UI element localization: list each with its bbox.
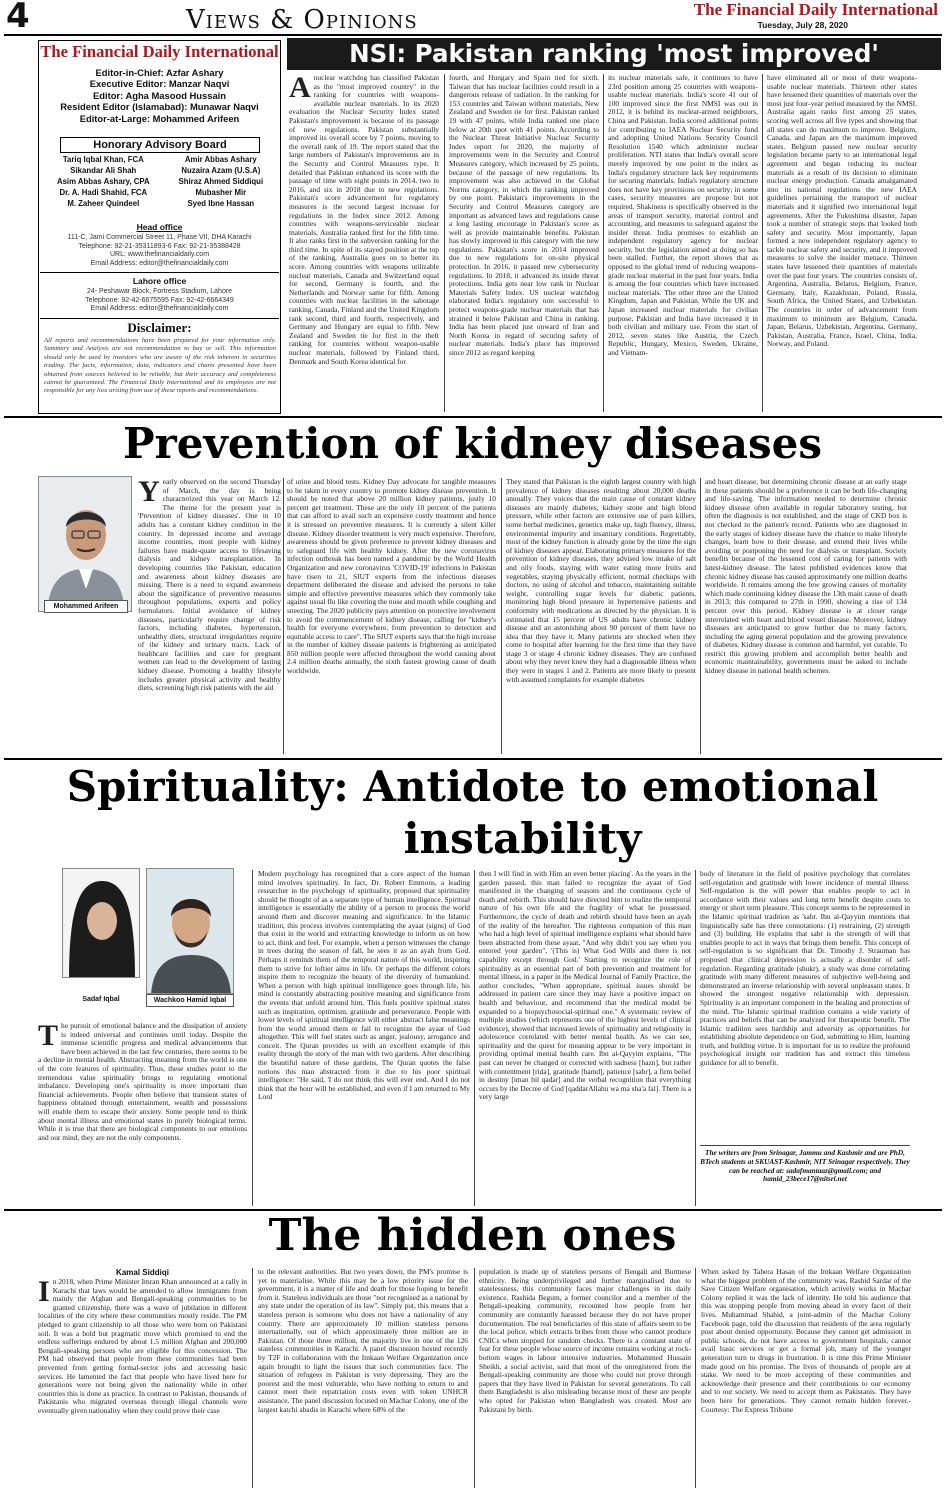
kidney-headline: Prevention of kidney diseases — [123, 419, 822, 468]
nsi-column-1 — [289, 74, 439, 412]
board-member: Shiraz Ahmed Siddiqui — [178, 177, 264, 186]
header-rule — [4, 34, 942, 36]
hidden-text: n 2018, when Prime Minister Imran Khan announced at a rally in Karachi that laws would be amended to allow immigrants from mainly the Afghan and Bengali-speaking communities to be granted citizenship, there was a wave of jubilation in different localities of the city where these communities mostly reside. The PM pledged to grant citizenship to all those who were born on Pakistani soil. It was a bold but pragmatic move which promised to end the endless sufferings endured by about 1.5 million Afghan and 200,000 Bengali-speaking persons who are eligible for this concession. The PM had observed that people from these communities had been prevented from getting formal-sector jobs and accessing basic services. He lamented the fact that people who have lived here for generations were not being given the nationality while in other countries this is done as practice. In contrast to Pakistan, thousands of Pakistanis who migrated overseas through illegal channels were eventually given nationality when they could prove their case — [38, 1278, 247, 1415]
masthead-name: The Financial Daily International — [693, 0, 938, 19]
author-caption: Sadaf Iqbal — [62, 994, 140, 1007]
advisory-board — [42, 154, 277, 209]
office-line: Telephone: 92-42-6675595 Fax: 92-42-6664349 — [85, 296, 234, 304]
office-line: 24- Peshawar Block, Fortress Stadium, Lahore — [86, 288, 233, 295]
advisory-board-title: Honorary Advisory Board — [60, 137, 260, 153]
lahore-office-title: Lahore office — [132, 276, 187, 286]
kidney-column-2: of urine and blood tests. Kidney Day advocate for tangible measures to be taken in every country to promote kidney disease prevention. It should be noted that above 20 million kidney patients, justly 10 percent get treatment. These are the only 10 percent of the patients that can afford to avail such an expensive costly treatment and hence it is stressed on preventive measures. It is currently a silent killer disease. Kidney disorder treatment is very much expensive. Therefore, awareness should be given preference to prevent kidney diseases and to safeguard life with healthy kidney. After the new coronavirus infection outbreak has been named a pandemic by the World Health Organization and new coronavirus 'COVID-19' infections in Pakistan have risen to 21, SIUT experts from the infectious diseases department deliberated the disease and advised the persons to take simple and effective preventive measures which they commonly take against usual flu like covering the nose and mouth while coughing and sneezing. The 2020 publicity pays attention on protective involvement to avoid the commencement of kidney disease, calling for "kidney's health for everyone everywhere, from prevention to detection and equitable access to care". The SIUT experts says that the high increase in the number of kidney disease patients is frightening as anticipated 850 million people were affected throughout the world causing about 2.4 million deaths annually, the sixth fastest growing cause of death worldwide. — [287, 478, 496, 676]
issue-date: Tuesday, July 28, 2020 — [757, 20, 848, 30]
hidden-column-4: When asked by Tahera Hasan of the Imkaan Welfare Organization what the biggest problem of the community was, Rashid Sardar of the Save Citizen Welfare organisation, which actively works in Machar Colony replied it was the lack of identity. He told his audience that this was stopping people from moving ahead in every facet of their lives. Muhammad Shahid, a joint-admin of the Machar Colony Facebook page, told the discussion that residents of the area regularly post about denied opportunity. Because they cannot get admission in public schools, do not have access to government hospitals, cannot avail basic services or get a formal job, many of the younger generation turn to drugs in frustration. It is time this Prime Minister made good on his promise. The lives of thousands of people are at stake. We need to be more accepting of these communities and acknowledge their presence and their contributions to our economy and to our society. We need to accept them as Pakistanis. They have been here for generations. They cannot remain hidden forever.-Courtesy: The Express Tribune — [701, 1268, 911, 1414]
spirituality-column-3: then I will find in with Him an even better placing'. As the years in the garden passed, this man failed to recognize the ayaat of God manifested in the changing of seasons and the continuous cycle of death and rebirth. This should have directed him to realize the temporal nature of his own life and the fragility of what he possessed. Furthermore, the cycle of death and rebirth should have been an ayah of the reality of the hereafter. The righteous companion of this man who had a high level of spiritual intelligence explains what should have been abstracted from these ayaat, "And why didn't you say when you entered your garden", '(This is) What God Wills and there is not capability except through God.' Starting to recognize the role of spirituality as an essential part of both prevention and treatment for mental illness, in a paper in the Medical Journal of Family Practice, the author concludes, "When appropriate, spiritual issues should be addressed in patient care since they may have a positive impact on health and behaviour, and recommend that the medical model be expanded to a biopsychosocial-spiritual one." A systematic review of multiple studies (which represents one of the highest levels of clinical evidence), showed that increased levels of spirituality and religiosity in adolescence correlated with better mental health. As we can see, spirituality and the quest for meaning appear to be very important in providing optimal mental health care. Ibn al-Qayyim explains, "The past can never be changed or corrected with sadness [hazn], but rather with contentment [rida], gratitude [hamd], patience [sabr], a firm belief in destiny [iman bil qadar] and the verbal recognition that everything occurs by the Decree of God [qaddarAllahu wa ma sha'a fal]. There is a very large — [479, 870, 691, 1102]
drop-cap: I — [38, 1278, 50, 1308]
editorial-staff — [40, 67, 279, 124]
kidney-column-4: and heart disease, but determining chronic disease at an early stage in these patients should be a preference it can be both life-changing and life-saving. The information needed to determine chronic kidney disease often available in regular laboratory testing, but often the diagnosis is not established, and the stage of CKD box is not checked in the patient's record. Patients who are diagnosed in the early stages of kidney disease have the chance to make lifestyle changes, learn how to their disease, and extend their lives while avoiding or postponing the need for dialysis or transplant. Society benefits because of the lessened cost of caring for patients with latest-kidney disease. The latest published evidences know that chronic kidney disease has caused approximately one million deaths worldwide. It remains among the few growing causes of mortality which made continuing kidney disease the 13th main cause of death in 2013; this compared to 27th in 1990, showing a rise of 134 percent over this period. Kidney disease is at closer range interrelated with heart and blood vessel disease. Moreover, kidney diseases are anticipated to grow further due to many factors, including the aging general population and the growing prevalence of diabetes. Kidney disease is common and harmful, yet curable. To restrict this growing problem and accomplish better health and economic maintainability, governments must be asked to include kidney disease in national health schemes. — [705, 478, 907, 676]
hidden-author: Kamal Siddiqi — [116, 1268, 169, 1277]
author-caption: Mohammed Arifeen — [44, 600, 128, 613]
column-rule — [474, 870, 475, 1206]
board-member: Amir Abbas Ashary — [184, 155, 257, 164]
hidden-column-3: population is made up of stateless persons of Bengali and Burmese ethnicity. Being underprivileged and further marginalised due to statelessness, this community faces major challenges in its daily existence. Rashida Begum, a former councilor and a member of the Bengali-speaking community, recounted how people from her community are constantly harassed because they do not have proper documentation. The real beneficiaries of this state of affairs seem to be the local police, which extracts bribes from those who cannot produce CNICs when stopped for random checks. There is a constant state of fear for these people whose source of income remains working at rock-bottom wages in labour intensive industries. Mohammed Hussain Sheikh, a social activist, said that most of the unregistered from the Bengali-speaking community are those who could not prove through papers that they have lived in Pakistan for several generations. To call them Bangladeshi is also misleading because most of these are people who opted for Pakistan when Bangladesh was created. Most are Pakistani by birth. — [479, 1268, 691, 1414]
column-rule — [603, 74, 604, 412]
staff-line: Editor-at-Large: Mohammed Arifeen — [79, 112, 240, 124]
section-rule — [4, 758, 942, 760]
page-number: 4 — [6, 0, 30, 36]
kidney-lead-text: early observed on the second Thursday of March, the day is being characterized this year on March 12. The theme for the present year is 'Prevention of kidney diseases'. One in 10 adults has a constant kidney condition in the country. In depressed income and average income countries, most people with kidney failures have made-quate access to lifesaving dialysis and kidney transplantation. In developing countries like Pakistan, education and awareness about kidney diseases are missing. There is a need to expand awareness about the significance of preventive measures throughout populations, experts and policy formulators. Initial avoidance of kidney diseases, particularly require change of risk factors, including diabetes, hypertension, unhealthy diets, structural irregularities require of the kidney and urinary tracts. Lack of healthcare facilities and care for pregnant women can lead to the development of lasting kidney disease. Promoting a healthy lifestyle includes greater physical activity and healthy diets, screening high risk patients with the aid — [138, 478, 281, 693]
column-rule — [252, 870, 253, 1206]
board-member: Nuzaira Azam (U.S.A) — [181, 166, 261, 175]
staff-line: Resident Editor (Islamabad): Munawar Naqvi — [60, 101, 259, 113]
lahore-office-address — [40, 288, 279, 314]
nsi-headline: NSI: Pakistan ranking 'most improved' — [349, 39, 879, 68]
board-member: Syed Ibne Hassan — [187, 199, 255, 208]
column-rule — [700, 478, 701, 754]
drop-cap: A — [289, 74, 311, 104]
column-rule — [695, 1268, 696, 1488]
spirituality-lead — [38, 1022, 247, 1206]
nsi-column-4: have eliminated all or most of their weapons-usable nuclear materials. Thirteen other states have lessened their quantities of materials over the most just four-year period measured by the NMSI. Australia again ranks first among 25 states, scoring well across all five types and showing that all states can do maximum to improve. Belgium, Canada, and Japan are the maximum improved states. Belgium passed new nuclear security legislation became party to an international legal agreement and began reducing its nuclear materials as a result of its decision to eliminate nuclear energy production. Canada amalgamated into its national regulations the new IAEA guidelines pertaining the transport of nuclear materials and it signified two international legal agreements. After the Fukushima disaster, Japan took a number of strategic steps that looked both safety and security. Most importantly, Japan formed a new independent regulatory agency to tackle nuclear safety and security, and it improved measures to solve the insider menace. Thirteen states have lessened their quantities of materials over the past four years. The countries consists of, Argentina, Australia, Belarus, Belgium, France, Germany, Italy, Kazakhstan, Poland, Russia, South Africa, the United States, and Uzbekistan. The countries in order of advancement from maximum to minimum are Belgium, Canada, Japan, Belarus, Uzbekistan, Argentina, Germany, Pakistan, Australia, France, Israel, China, India, Norway, and Poland. — [767, 74, 917, 349]
author-photo — [146, 868, 234, 994]
nsi-column-3: its nuclear materials safe, it continues to have 23rd position among 25 countries with weapons-usable nuclear materials. India's score 41 out of 100 improved since the first NMSI was out in 2012, it is behind its nuclear-armed neighbours, China and Pakistan. India scored additional points for contributing to IAEA Nuclear Security fund and adopting United Nations Security Council Resolution 1540 which administer nuclear proliferation. NTI states that India's overall score merely improved by one point in the index as India's regulatory structure lack key requirements for securing materials. India's regulatory structure does not have key provisions on security; in some cases, security measures are propose but not required. Shakiness is specifically observed in the areas of transport security, material control and accounting, and measures to safeguard against the insider threat. India promises to establish an independent regulatory agency for nuclear security, but the legislation aimed at doing so has been stalled. Further, the report shows that as opposed to the global trend of reducing weapons-grade nuclear material in the past four years, India is among the four countries which have increased nuclear materials. The other three are the United Kingdom, Japan and Pakistan. While the UK and Japan increased nuclear materials for civilian purpose, Pakistan and India have increased it in both civilian and military use. From the start of 2012, seven states like Austria, the Czech Republic, Hungary, Mexico, Sweden, Ukraine, and Vietnam- — [608, 74, 758, 357]
spirituality-headline-line1: Spirituality: Antidote to emotional — [66, 762, 879, 811]
staff-line: Editor: Agha Masood Hussain — [93, 89, 226, 101]
head-office-title: Head office — [136, 222, 183, 232]
editorial-brand: The Financial Daily International — [40, 42, 279, 61]
author-caption: Wachkoo Hamid Iqbal — [146, 994, 234, 1007]
office-line: URL: www.thefinancialdaily.com — [109, 251, 210, 259]
board-member: M. Zaheer Quindeel — [67, 199, 140, 208]
column-rule — [444, 74, 445, 412]
drop-cap: Y — [138, 478, 160, 508]
spirituality-lead-text: he pursuit of emotional balance and the dissipation of anxiety is indeed universal and continues until today. Despite the immense scientific progress and medical advancements that have been achieved in the last few centuries, there seems to be a decline in mental health. Abstracting meaning from the world is one of the core features of spirituality. Thus, these studies point to the tremendous value spirituality brings to regulating emotional imbalance. Developing one's spirituality is more important than financial achievements. People often believe that transient states of happiness obtained through entertainment, wealth and possessions will enable them to escape their anxiety. Some people tend to think about mental illness and emotional states in purely biological terms. While it is true that there are biological components to our emotions and our mind, they are not the only components. — [38, 1022, 247, 1142]
spirituality-column-2: Modern psychology has recognized that a core aspect of the human mind involves spirituality. In fact, Dr. Robert Emmons, a leading researcher in the psychology of spirituality, proposed that spirituality should be thought of as a separate type of human intelligence. Spiritual intelligence is essentially the ability of a person to process the world around them and discover meaning and significance. In the Islamic tradition, this process involves contemplating the ayaat (signs) of God that exist in the world and extracting knowledge to inform us on how to act, think and feel. For example, when a person witnesses the change in trees during the season of fall, he sees it as an ayah from God. Perhaps it reminds them of the temporal nature of this world, inspiring them to strive for loftier aims in life. Or perhaps the different colors inspire them to recognize the beauty of the diversity of humankind. When a person with high spiritual intelligence goes through life, his mind is constantly abstracting positive meaning and significance from the events that unfold around him. This fuels positive spiritual states such as inspiration, optimism, gratitude and perseverance. People with lower levels of spiritual intelligence will either abstract false meanings from the world around them or fail to recognize the ayaat of God altogether. This will fuel states such as anger, jealousy, arrogance and conceit. The Quran provides us with an excellent example of this reality through the story of the man with two gardens. After describing the beautiful nature of these gardens, The Quran quotes the false notions this man abstracted from it due to his poor spiritual intelligence: "He said, 'I do not think this will ever end. And I do not think that the hour will be established, and even if I am returned to My Lord — [258, 870, 470, 1102]
author-portrait-icon — [39, 477, 132, 612]
drop-cap: T — [38, 1022, 59, 1052]
nsi-text: nuclear watchdog has classified Pakistan as the "most improved country" in the ranking for countries with weapons-available nuclear materials. In its 2020 evaluation the Nuclear Security Index stated Pakistan's improvement is because of its passage of new regulations. Pakistan substantially improved its overall score by 7 points, moving to the overall rank of 19. The report stated that the large numbers of Pakistan's improvements are in the Security and Control Measures type. It detailed that Pakistan enhanced its score with the passage of time with eight points in 2014, two in 2016, and six in 2018 due to new regulations. Pakistan's score advancement for regulatory measures is the second largest increase for regulations in the Index since 2012. Among countries with weapons-serviceable nuclear materials, Australia ranked first for the fifth time. It also ranks first in the subversion ranking for the third time. In spite of its stayed position at the top of the ranking, Australia goes on to better its score. Among countries with weapons utilizable nuclear materials, Canada and Switzerland equal for second, Germany is fourth, and the Netherlands and Norway same for fifth. Among countries with nuclear facilities in the sabotage ranking, Canada, Finland and the United Kingdom rank second, third and fourth, respectively, and Germany and Hungary are equal to fifth. New Zealand and Sweden tie for first in the theft ranking for countries without weapon-usable nuclear materials, followed by Finland third, Denmark and South Korea identical for — [289, 74, 439, 366]
kidney-lead — [138, 478, 281, 754]
board-member: Sikandar Ali Shah — [70, 166, 137, 175]
board-member: Tariq Iqbal Khan, FCA — [62, 155, 144, 164]
author-note: The writers are from Srinagar, Jammu and Kashmir and are PhD, BTech students at SKUAST-Kashmir, NIT Srinagar respectively. They can be reached at: sadafmantaaz@gmail.com; and hamid_23bece17@nitsri.net — [700, 1145, 910, 1205]
kidney-column-3: They stated that Pakistan is the eighth largest country with high prevalence of kidney diseases resulting about 20,000 deaths annually. They voices that the main cause of constant kidney diseases are mainly diabetes, kidney stone and high blood pressure, while other factors are extensive use of pain killers, some herbal medicines, genetics make up, high fluency, illness, environmental impurity and insanitary conditions. Regrettably, most of the kidney function is already gone by the time the sign of kidney diseases appear. Elaborating primary measures for the prevention of kidney diseases, they advised low intake of salt and oily foods, staying with water eating more fruits and vegetables, staying physically efficient, normal checkups with doctors, no using of alcohol and tobacco, maintaining suitable weight, controlling sugar levels for diabetic patients, monitoring high blood pressure in hypertensive patients and conformity with medications as directed by the physician. It is estimated that 15 percent of US adults have chronic kidney disease and an astonishing about 90 percent of them have no idea that they have it. Many patients are shocked when they come to hospital after learning for the first time that they have stage 3 or stage 4 chronic kidney diseases. They are confused about why they never knew they had a diagnosable illness when they were in stages 1 and 2. Patients are more likely to present with assumed complaints for example diabetes — [506, 478, 696, 684]
staff-line: Editor-in-Chief: Azfar Ashary — [95, 67, 224, 78]
office-line: Telephone: 92-21-35311893-6 Fax: 92-21-35388428 — [78, 242, 241, 250]
author-photo — [38, 476, 132, 612]
disclaimer-text: All reports and recommendations have been prepared for your information only. Summary and Analysis are not recommendation to buy or sell. This information should only be used by investors who are aware of the risk inherent in securities trading. The facts, information, data, indicators and charts presented have been obtained from sources believed to be reliable, but their accuracy and completeness cannot be guaranteed. The Financial Daily International and its employees are not responsible for any loss arising from use of these reports and recommendations. — [44, 337, 276, 395]
hidden-column-2: to the relevant authorities. But two years down, the PM's promise is yet to materialise. While this may be a low priority issue for the government, it is a matter of life and death for those hoping to benefit from it. Stateless individuals are those "not recognised as a national by any state under the operation of its law". Simply put, this means that a stateless person is someone who does not have a nationality of any country. There are approximately 10 million stateless persons internationally, out of which approximately three million are in Pakistan. Of those three million, the majority live in one of the 126 stateless communities in Karachi. A panel discussion hosted recently by T2F in collaboration with the Imkaan Welfare Organization once again brought to light the issues that such communities face. The situation of refugees in Pakistan is very depressing. They are the poorest and the most vulnerable, who have nothing to return to and cannot meet their repatriation costs even with token UNHCR assistance. The panel discussion focused on Machar Colony, one of the largest katchi abadis in Karachi where 68% of the — [258, 1268, 468, 1414]
spirituality-headline-line2: instability — [403, 814, 642, 863]
author-photo — [62, 868, 140, 978]
divider — [40, 318, 279, 319]
board-member: Mubasher Mir — [195, 188, 247, 197]
board-member: Dr. A. Hadi Shahid, FCA — [59, 188, 148, 197]
column-rule — [252, 1268, 253, 1488]
hidden-column-1 — [38, 1278, 247, 1488]
head-office-address — [40, 234, 279, 268]
author-portrait-icon — [147, 869, 234, 994]
author-portrait-icon — [63, 869, 140, 978]
nsi-column-2: fourth, and Hungary and Spain tied for sixth. Taiwan that has nuclear facilities could result in a dangerous release of radiation. In the ranking for 153 countries and Taiwan without materials, New Zealand and Sweden tie for first. Pakistan ranked 19 with 47 points, while India ranked one place below at 20th spot with 41 points. According to the Nuclear Threat Initiative Nuclear Security Index report for 2020, the majority of improvements were in the Security and Control Measures category, which increased by 25 points, because of the passage of new regulations. Its improvement was also achieved in the Global Norms category, in which the ranking improved by one point. Pakistan's improvements in the Security and Control Measures category are important as advanced laws and regulations cause a long lasting encourage in Pakistan's score as well as provide maintainable benefits. Pakistan has slowly improved in this category with the new regulations. Pakistan's score in 2014 improved due to new regulations for on-site physical protection. In 2016, it passed new cybersecurity regulations. In 2018, it advanced its inside threat protections. India gets near low rank in Nuclear Materials Safety Index. US nuclear watchdog elaborated India's regulatory non successful to protect weapons-grade nuclear materials that has strained it below Pakistan and China in ranking. India has been placed just onward of Iran and North Korea in regard of securing safety of nuclear materials. India's place has improved since 2012 as regard keeping — [449, 74, 599, 357]
column-rule — [762, 74, 763, 412]
board-member: Asim Abbas Ashary, CPA — [56, 177, 150, 186]
staff-line: Executive Editor: Manzar Naqvi — [89, 78, 230, 90]
column-rule — [501, 478, 502, 754]
column-rule — [695, 870, 696, 1206]
kidney-lead-wrap — [38, 618, 136, 754]
spirituality-column-4: body of literature in the field of positive psychology that correlates self-regulation and gratitude with lower incidence of mental illness. Self-regulation is the will power that enables people to act in accordance with their values and long term benefit despite costs to energy or short term pleasure. This concept seems to be represented in the Islamic spiritual tradition as 'sabr. Ibn al-Qayyim mentions that linguistically sabr has three connotations: (1) restraining, (2) strength and (3) building. He explains that sabr is the strength of will that enables people to act in ways that brings them benefit. This concept of self-regulation is so significant that Dr. Timothy J. Strauman has proposed that clinical depression is actually a disorder of self-regulation. Regarding gratitude (shukr), a study was done correlating gratitude with many different measures of subjective well-being and demonstrated an inverse relationship with several unpleasant states. It showed the strongest negative relationship with depression. Spirituality is an important component in the healing and protection of the mind. The Islamic spiritual tradition contains a wide variety of practices and beliefs that can be analyzed for therapeutic benefit. The Islamic tradition sees hardship and adversity as opportunities for establishing absolute dependence on God, submitting to Him, learning truth, and building virtue. It is important for us to realize the profound psychological insight our tradition has and extract this timeless guidance for all to benefit. — [700, 870, 910, 1068]
office-line: Email Address: editor@thefinancialdaily.com — [90, 305, 229, 313]
disclaimer-title: Disclaimer: — [127, 320, 192, 335]
divider — [40, 272, 279, 273]
hidden-headline: The hidden ones — [268, 1210, 677, 1261]
column-rule — [283, 478, 284, 754]
column-rule — [474, 1268, 475, 1488]
office-line: Email Address: editor@thefinancialdaily.com — [90, 259, 229, 267]
office-line: 111-C, Jami Commercial Street 11, Phase VII, DHA Karachi — [67, 234, 252, 241]
section-title: Views & Opinions — [186, 5, 418, 35]
